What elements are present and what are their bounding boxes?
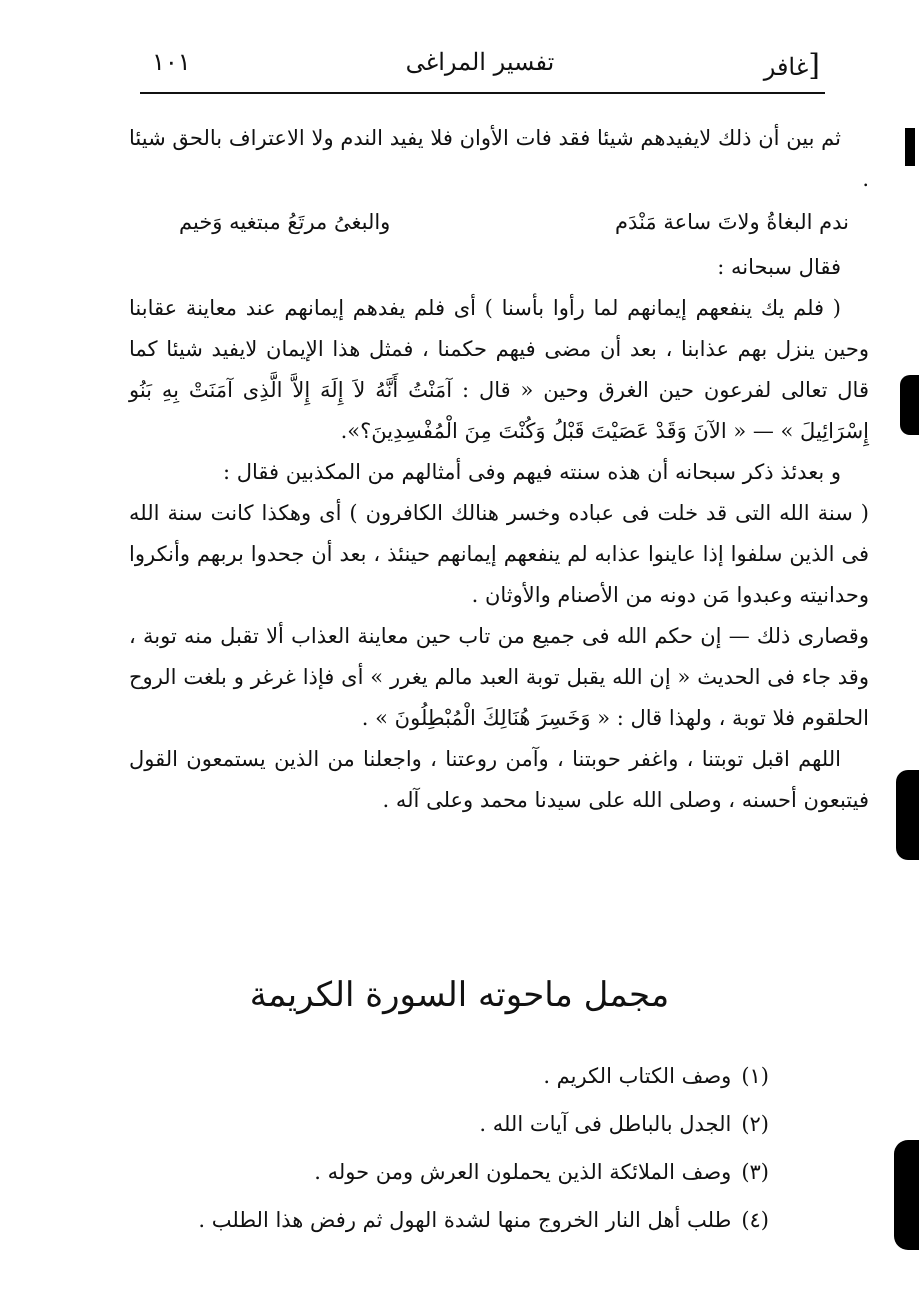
book-title: تفسير المراغى: [405, 48, 555, 76]
page-number: ١٠١: [152, 48, 191, 76]
list-item-text: الجدل بالباطل فى آيات الله .: [479, 1112, 732, 1136]
section-title: مجمل ماحوته السورة الكريمة: [249, 975, 670, 1015]
scan-edge-mark: [896, 770, 919, 860]
list-item-text: وصف الكتاب الكريم .: [543, 1064, 732, 1088]
scan-edge-mark: [905, 128, 915, 166]
paragraph: ( فلم يك ينفعهم إيمانهم لما رأوا بأسنا ) أى فلم يفدهم إيمانهم عند معاينة عقابنا وحين ينزل بهم عذابنا ، بعد أن مضى فيهم حكمنا ، فمثل هذا الإيمان لايفيد شيئا كما قال تعالى لفرعون حين الغرق وحين « قال : آمَنْتُ أَنَّهُ لاَ إِلَهَ إِلاَّ الَّذِى آمَنَتْ بِهِ بَنُو إِسْرَائِيلَ » — « الآنَ وَقَدْ عَصَيْتَ قَبْلُ وَكُنْتَ مِنَ الْمُفْسِدِينَ؟».: [129, 296, 869, 443]
scan-edge-mark: [900, 375, 919, 435]
list-item-text: طلب أهل النار الخروج منها لشدة الهول ثم رفض هذا الطلب .: [198, 1208, 732, 1232]
paragraph: و بعدئذ ذكر سبحانه أن هذه سنته فيهم وفى أمثالهم من المكذبين فقال :: [223, 460, 841, 484]
surah-name-text: غافر: [763, 53, 809, 81]
list-item-text: وصف الملائكة الذين يحملون العرش ومن حوله .: [314, 1160, 732, 1184]
poem-hemistich-2: والبغىُ مرتَعُ مبتغيه وَخيم: [179, 210, 391, 234]
list-item-number: (٢): [741, 1112, 769, 1136]
paragraph: وقصارى ذلك — إن حكم الله فى جميع من تاب حين معاينة العذاب ألا تقبل منه توبة ، وقد جاء فى الحديث « إن الله يقبل توبة العبد مالم يغرر » أى فإذا غرغر و بلغت الروح الحلقوم فلا توبة ، ولهذا قال : « وَخَسِرَ هُنَالِكَ الْمُبْطِلُونَ » .: [129, 624, 869, 730]
header-bracket: [: [808, 48, 820, 83]
paragraph: فقال سبحانه :: [717, 255, 841, 279]
list-item: [109, 1148, 769, 1196]
poem-verse: [129, 202, 869, 243]
summary-list: [109, 1052, 769, 1244]
page-header: [140, 40, 820, 88]
list-item-number: (١): [741, 1064, 769, 1088]
poem-hemistich-1: ندم البغاةُ ولاتَ ساعة مَنْدَم: [615, 210, 849, 234]
scan-edge-mark: [894, 1140, 919, 1250]
paragraph: ثم بين أن ذلك لايفيدهم شيئا فقد فات الأوان فلا يفيد الندم ولا الاعتراف بالحق شيئا .: [129, 126, 869, 191]
body-text: [129, 118, 869, 821]
paragraph: اللهم اقبل توبتنا ، واغفر حوبتنا ، وآمن روعتنا ، واجعلنا من الذين يستمعون القول فيتبعون أحسنه ، وصلى الله على سيدنا محمد وعلى آله .: [129, 747, 869, 812]
paragraph: ( سنة الله التى قد خلت فى عباده وخسر هنالك الكافرون ) أى وهكذا كانت سنة الله فى الذين سلفوا إذا عاينوا عذابه لم ينفعهم إيمانهم حينئذ ، بعد أن جحدوا بربهم وأنكروا وحدانيته وعبدوا مَن دونه من الأصنام والأوثان .: [129, 501, 869, 607]
list-item: [109, 1052, 769, 1100]
list-item-number: (٣): [741, 1160, 769, 1184]
list-item: [109, 1100, 769, 1148]
header-rule: [140, 92, 825, 94]
list-item-number: (٤): [741, 1208, 769, 1232]
list-item: [109, 1196, 769, 1244]
